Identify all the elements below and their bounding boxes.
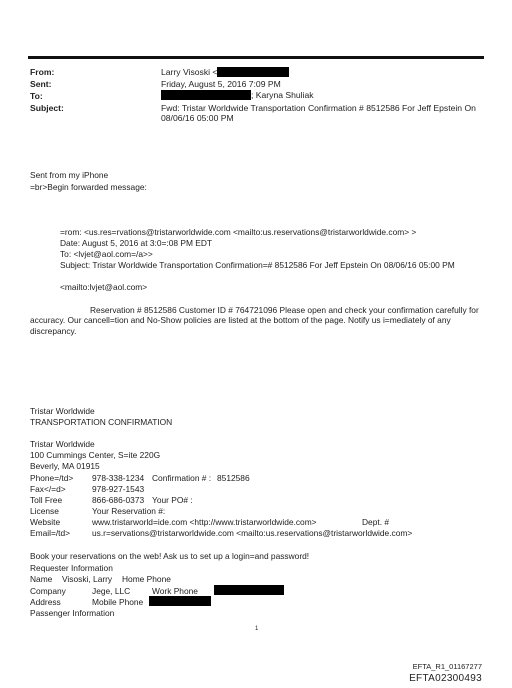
redaction-bar: [149, 596, 211, 606]
email-value[interactable]: us.r=servations@tristarworldwide.com <mailto:us.reservations@tristarworldwide.com>: [92, 528, 413, 538]
toll-free-label: Toll Free: [30, 495, 63, 505]
book-online-line: Book your reservations on the web! Ask us to set up a login=and password!: [30, 551, 310, 561]
company-value: Jege, LLC: [92, 586, 131, 596]
company-name: Tristar Worldwide: [30, 406, 95, 416]
address-line-2: Beverly, MA 01915: [30, 461, 100, 471]
bates-id-1: EFTA_R1_01167277: [412, 662, 482, 671]
confirmation-value: 8512586: [217, 473, 250, 483]
sent-value: Friday, August 5, 2016 7:09 PM: [161, 79, 281, 89]
sent-label: Sent:: [30, 79, 52, 89]
work-phone-label: Work Phone: [152, 586, 198, 596]
fwd-to: To: <lvjet@aol.com=/a>>: [60, 249, 153, 259]
to-label: To:: [30, 91, 43, 101]
po-label: Your PO# :: [152, 495, 193, 505]
company-name-2: Tristar Worldwide: [30, 439, 95, 449]
fwd-subject: Subject: Tristar Worldwide Transportation Confirmation=# 8512586 For Jeff Epstein On 08/06/16 05:00 PM: [60, 260, 455, 270]
sent-from-iphone: Sent from my iPhone: [30, 170, 109, 180]
reservation-notice: Reservation # 8512586 Customer ID # 764721096 Please open and check your confirmation carefully for accuracy. Our cancell=tion and No-Show policies are listed at the bottom of the page. Notify us i=mediately of any discrepancy.: [30, 305, 479, 336]
fax-label: Fax</=d>: [30, 484, 66, 494]
begin-forwarded-message: =br>Begin forwarded message:: [30, 182, 147, 192]
mobile-phone-label: Mobile Phone: [92, 597, 144, 607]
document-title: TRANSPORTATION CONFIRMATION: [30, 417, 173, 427]
license-value: Your Reservation #:: [92, 506, 166, 516]
name-label: Name: [30, 574, 53, 584]
subject-label: Subject:: [30, 103, 64, 113]
to-value: ; Karyna Shuliak: [161, 90, 314, 100]
website-value[interactable]: www.tristarworld=ide.com <http://www.tristarworldwide.com>: [92, 517, 317, 527]
name-value: Visoski, Larry: [62, 574, 113, 584]
passenger-info-title: Passenger Information: [30, 608, 115, 618]
subject-value: Fwd: Tristar Worldwide Transportation Confirmation # 8512586 For Jeff Epstein On 08/06/16 05:00 PM: [161, 103, 476, 124]
fwd-date: Date: August 5, 2016 at 3:0=:08 PM EDT: [60, 238, 213, 248]
redaction-bar: [161, 90, 251, 100]
redaction-bar: [214, 585, 284, 595]
requester-info-title: Requester Information: [30, 563, 113, 573]
website-label: Website: [30, 517, 61, 527]
bates-id-2: EFTA02300493: [409, 673, 482, 684]
fwd-mailto: <mailto:lvjet@aol.com>: [60, 282, 148, 292]
home-phone-label: Home Phone: [122, 574, 171, 584]
dept-label: Dept. #: [362, 517, 390, 527]
from-label: From:: [30, 67, 55, 77]
email-label: Email=/td>: [30, 528, 71, 538]
company-label: Company: [30, 586, 66, 596]
address-line-1: 100 Cummings Center, S=ite 220G: [30, 450, 161, 460]
confirmation-label: Confirmation # :: [152, 473, 212, 483]
address-label: Address: [30, 597, 61, 607]
redaction-bar: [217, 67, 289, 77]
license-label: License: [30, 506, 59, 516]
fax-value: 978-927-1543: [92, 484, 145, 494]
phone-label: Phone=/td>: [30, 473, 74, 483]
page-number: 1: [255, 626, 259, 632]
toll-free-value: 866-686-0373: [92, 495, 145, 505]
header-divider: [28, 56, 484, 59]
phone-value: 978-338-1234: [92, 473, 145, 483]
fwd-from: =rom: <us.res=rvations@tristarworldwide.com <mailto:us.reservations@tristarworldwide.com> >: [60, 227, 417, 237]
from-value: Larry Visoski <: [161, 67, 289, 77]
